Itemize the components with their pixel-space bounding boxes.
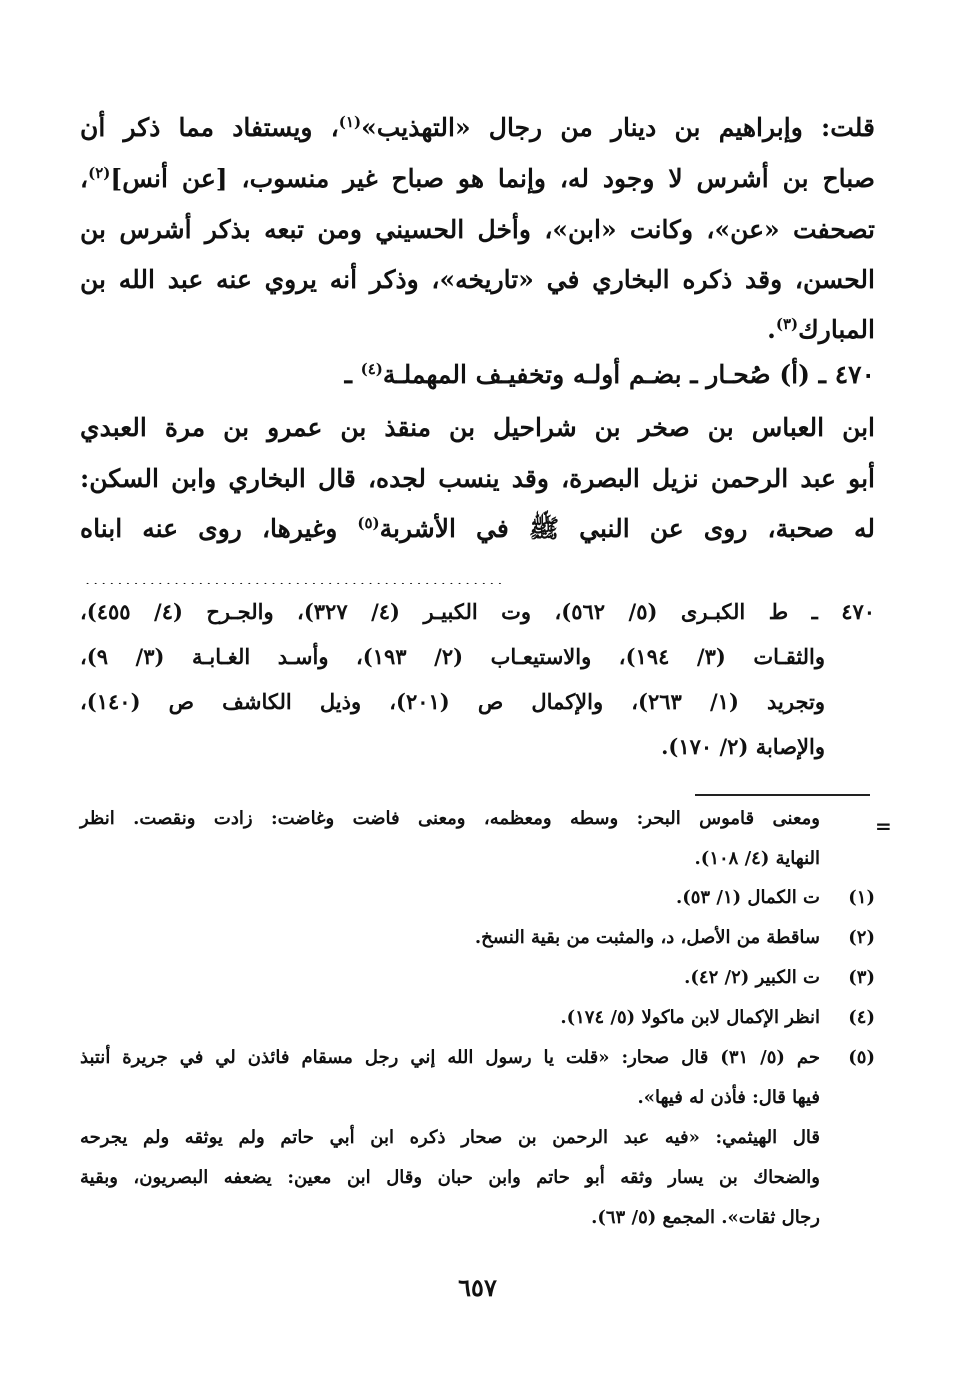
- main-text-line-5: [767, 315, 875, 345]
- main-text-line-2: [80, 164, 875, 194]
- main-text-line-1-part-b: ، ويستفاد مما ذكر أن: [80, 113, 339, 142]
- entry-line-3-part-a: له صحبة، روى عن النبي ﷺ في الأشربة: [379, 514, 875, 543]
- main-text-line-3: تصحفت «عن»، وكانت «ابن»، وأخل الحسيني ومن تبعه بذكر أشرس بن: [80, 215, 875, 244]
- entry-line-3-part-b: وغيرها، روى عنه ابناه: [80, 514, 358, 543]
- main-text-line-5-part-b: .: [767, 315, 776, 344]
- sources-line-3: وتجريد (١/ ٢٦٣)، والإكمال ص (٢٠١)، وذيل الكاشف ص (١٤٠)،: [80, 689, 826, 714]
- entry-line-3: [80, 514, 875, 544]
- footnote-3-text: ت الكبير (٢/ ٤٢).: [684, 967, 820, 988]
- main-text-line-1: [80, 113, 875, 143]
- footnote-ref-1: (١): [338, 113, 362, 131]
- footnote-separator-rule: [695, 794, 870, 796]
- footnote-5-line-4: والضحاك بن يسار وثقه أبو حاتم وابن حبان وقال ابن معين: يضعفه البصريون، وبقية: [80, 1167, 820, 1188]
- dotted-separator: ....................................................: [85, 570, 506, 584]
- entry-heading-tail: ـ: [344, 360, 352, 389]
- main-text-line-5-part-a: المبارك: [798, 315, 875, 344]
- sources-line-1: ٤٧٠ ـ ط الكبـرى (٥/ ٥٦٢)، وت الكبيـر (٤/ ٣٢٧)، والجـرح (٤/ ٤٥٥)،: [80, 599, 876, 624]
- footnote-continuation-line-1: ومعنى قاموس البحر: وسطه ومعظمه، ومعنى فاضت وغاضت: زادت ونقصت. انظر: [80, 808, 820, 829]
- page-number: ٦٥٧: [458, 1273, 497, 1302]
- sources-line-2: والثقـات (٣/ ١٩٤)، والاستيعـاب (٢/ ١٩٣)، وأسـد الغـابـة (٣/ ٩)،: [80, 644, 826, 669]
- entry-heading-text: ٤٧٠ ـ (أ) صُحـار ـ بضـم أولـه وتخفيـف المهملـة: [382, 360, 875, 389]
- footnote-continuation-mark: =: [875, 814, 892, 838]
- footnote-4-number: (٤): [848, 1007, 875, 1028]
- footnote-2-number: (٢): [848, 927, 875, 948]
- footnote-continuation-line-2: النهاية (٤/ ١٠٨).: [694, 848, 820, 869]
- sources-line-4: والإصابة (٢/ ١٧٠).: [661, 734, 825, 759]
- entry-heading: [80, 360, 875, 390]
- main-text-line-2-part-a: صباح بن أشرس لا وجود له، وإنما هو صباح غير منسوب، [عن أنس]: [110, 164, 875, 193]
- footnote-5-line-1: حم (٥/ ٣١) قال صحار: «قلت يا رسول الله إني رجل مسقام فائذن لي في جريرة أنتبذ: [80, 1047, 821, 1068]
- footnote-1-number: (١): [848, 887, 875, 908]
- footnote-ref-2: (٢): [88, 164, 111, 182]
- main-text-line-4: الحسن، وقد ذكره البخاري في «تاريخه»، وذكر أنه يروي عنه عبد الله بن: [80, 265, 875, 294]
- footnote-ref-3: (٣): [775, 315, 799, 333]
- footnote-5-line-2: فيها قال: فأذن له فيها».: [637, 1087, 820, 1108]
- entry-line-2: أبو عبد الرحمن نزيل البصرة، وقد ينسب لجده، قال البخاري وابن السكن:: [80, 464, 875, 493]
- footnote-1-text: ت الكمال (١/ ٥٣).: [675, 887, 820, 908]
- footnote-3-number: (٣): [848, 967, 875, 988]
- footnote-ref-4: (٤): [360, 360, 383, 378]
- main-text-line-2-part-b: ،: [80, 164, 89, 193]
- footnote-ref-5: (٥): [357, 514, 380, 532]
- footnote-5-line-3: قال الهيثمي: «فيه عبد الرحمن بن صحار ذكره ابن أبي حاتم ولم يوثقه ولم يجرحه: [80, 1127, 820, 1148]
- footnote-2-text: ساقطة من الأصل، د، والمثبت من بقية النسخ.: [474, 927, 820, 948]
- footnote-4-text: انظر الإكمال لابن ماكولا (٥/ ١٧٤).: [560, 1007, 820, 1028]
- entry-line-1: ابن العباس بن صخر بن شراحيل بن منقذ بن عمرو بن مرة العبدي: [80, 413, 875, 442]
- main-text-line-1-part-a: قلت: وإبراهيم بن دينار من رجال «التهذيب»: [361, 113, 875, 142]
- footnote-5-number: (٥): [848, 1047, 875, 1068]
- footnote-5-line-5: رجال ثقات». المجمع (٥/ ٦٣).: [591, 1207, 820, 1228]
